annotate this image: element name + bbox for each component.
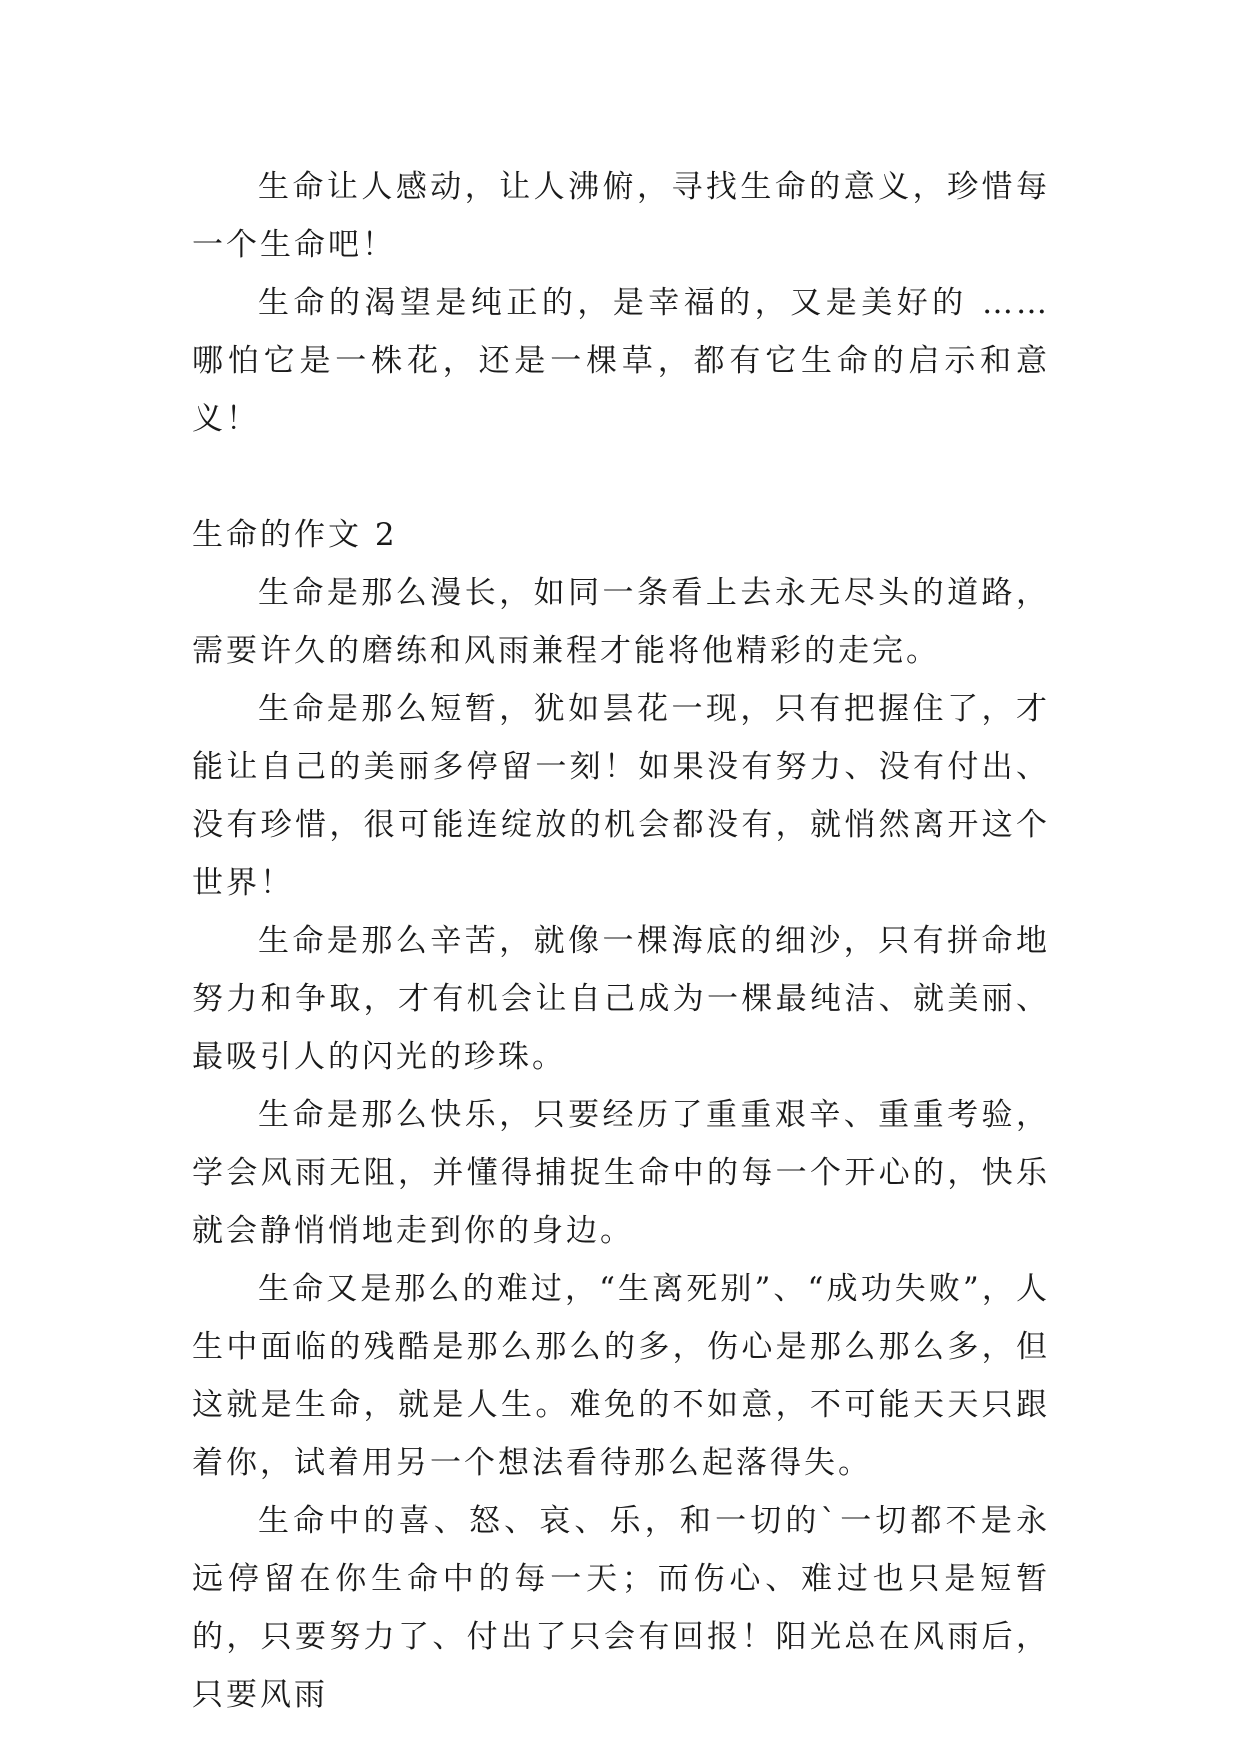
paragraph-4: 生命是那么短暂，犹如昙花一现，只有把握住了，才能让自己的美丽多停留一刻！如果没有努力、没有付出、没有珍惜，很可能连绽放的机会都没有，就悄然离开这个世界！ bbox=[192, 691, 1050, 901]
paragraph-1: 生命让人感动，让人沸俯，寻找生命的意义，珍惜每一个生命吧！ bbox=[192, 169, 1050, 263]
paragraph-7: 生命又是那么的难过，“生离死别”、“成功失败”，人生中面临的残酷是那么那么的多，伤心是那么那么多，但这就是生命，就是人生。难免的不如意，不可能天天只跟着你，试着用另一个想法看待那么起落得失。 bbox=[192, 1271, 1050, 1481]
paragraph-5: 生命是那么辛苦，就像一棵海底的细沙，只有拼命地努力和争取，才有机会让自己成为一棵最纯洁、就美丽、最吸引人的闪光的珍珠。 bbox=[192, 923, 1050, 1075]
paragraph-6: 生命是那么快乐，只要经历了重重艰辛、重重考验，学会风雨无阻，并懂得捕捉生命中的每一个开心的，快乐就会静悄悄地走到你的身边。 bbox=[192, 1097, 1050, 1249]
section-title: 生命的作文 2 bbox=[192, 517, 398, 553]
paragraph-8: 生命中的喜、怒、哀、乐，和一切的`一切都不是永远停留在你生命中的每一天；而伤心、难过也只是短暂的，只要努力了、付出了只会有回报！阳光总在风雨后，只要风雨 bbox=[192, 1503, 1050, 1713]
section-spacer bbox=[192, 448, 1050, 506]
paragraph-2: 生命的渴望是纯正的，是幸福的，又是美好的 ……哪怕它是一株花，还是一棵草，都有它生命的启示和意义！ bbox=[192, 285, 1050, 437]
document-body bbox=[192, 158, 1050, 1724]
paragraph-3: 生命是那么漫长，如同一条看上去永无尽头的道路，需要许久的磨练和风雨兼程才能将他精彩的走完。 bbox=[192, 575, 1050, 669]
